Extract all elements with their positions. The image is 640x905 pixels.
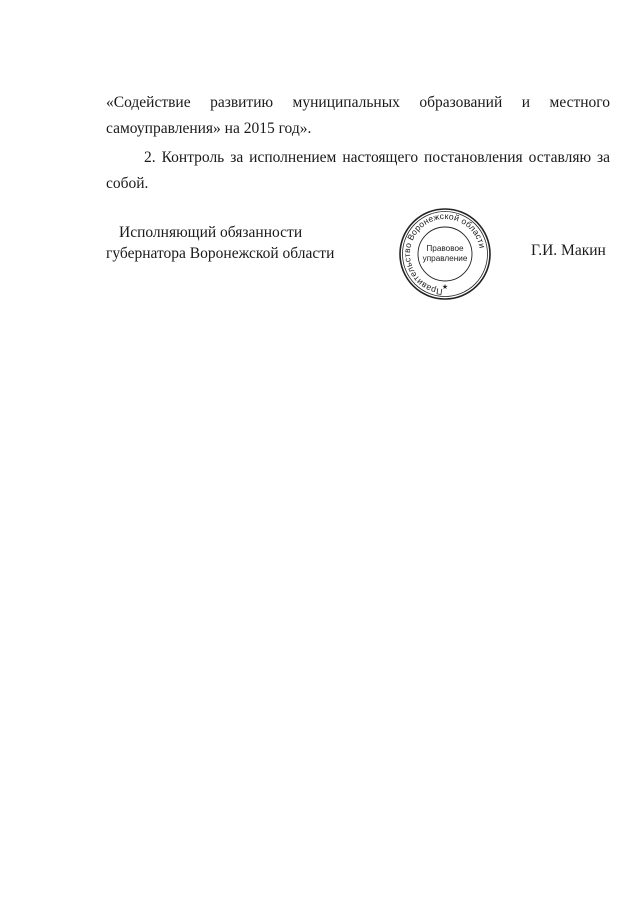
paragraph-program-title	[106, 90, 610, 142]
stamp-outer-text: Правительство Воронежской области	[401, 210, 488, 297]
paragraph-line: самоуправления» на 2015 год».	[106, 120, 312, 137]
signatory-position-line: Исполняющий обязанности	[119, 224, 303, 241]
stamp-inner-line: управление	[422, 254, 468, 263]
signatory-name: Г.И. Макин	[531, 242, 606, 259]
paragraph-control-clause	[106, 145, 610, 197]
official-stamp	[395, 208, 495, 300]
paragraph-line: 2. Контроль за исполнением настоящего постановления оставляю за	[144, 149, 610, 166]
signatory-position	[106, 222, 334, 264]
stamp-inner-line: Правовое	[426, 244, 464, 253]
paragraph-line: «Содействие развитию муниципальных образований и местного	[106, 94, 610, 111]
stamp-star-icon: ★	[441, 283, 449, 291]
paragraph-line: собой.	[106, 175, 149, 192]
signatory-position-line: губернатора Воронежской области	[106, 245, 335, 262]
